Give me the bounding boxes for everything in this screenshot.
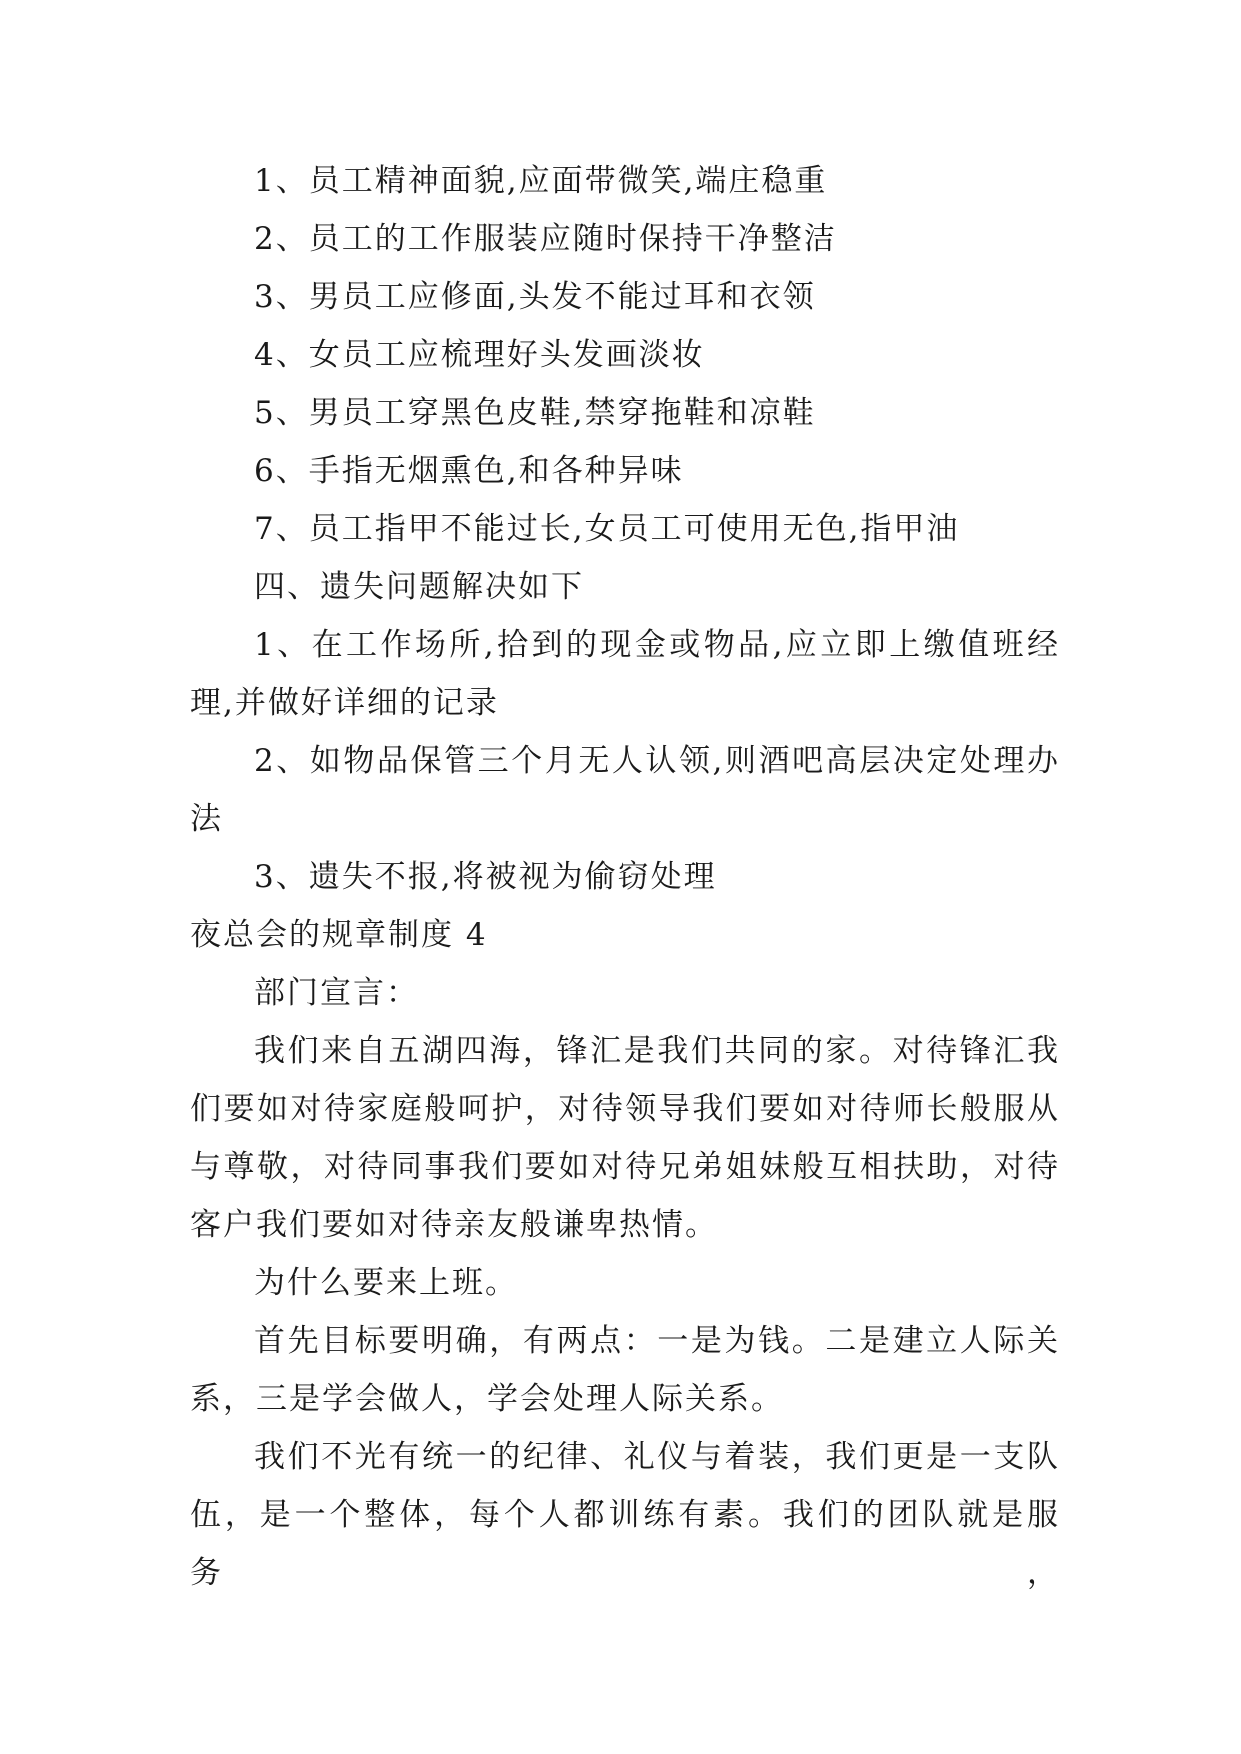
list-item: 2、如物品保管三个月无人认领,则酒吧高层决定处理办: [254, 743, 1060, 779]
list-item: 3、男员工应修面,头发不能过耳和衣领: [254, 279, 816, 315]
paragraph-line: 伍，是一个整体，每个人都训练有素。我们的团队就是服务，: [190, 1497, 1060, 1591]
list-item: 3、遗失不报,将被视为偷窃处理: [254, 859, 717, 895]
list-item: 2、员工的工作服装应随时保持干净整洁: [254, 221, 837, 257]
list-item-continuation: 理,并做好详细的记录: [190, 685, 499, 721]
section-heading: 部门宣言：: [254, 975, 419, 1011]
list-item: 1、在工作场所,拾到的现金或物品,应立即上缴值班经: [254, 627, 1060, 663]
paragraph-line: 们要如对待家庭般呵护，对待领导我们要如对待师长般服从: [190, 1091, 1060, 1127]
paragraph-line: 客户我们要如对待亲友般谦卑热情。: [190, 1207, 718, 1243]
list-item: 6、手指无烟熏色,和各种异味: [254, 453, 684, 489]
list-item: 5、男员工穿黑色皮鞋,禁穿拖鞋和凉鞋: [254, 395, 816, 431]
paragraph-line: 为什么要来上班。: [254, 1265, 518, 1301]
paragraph-line: 首先目标要明确，有两点：一是为钱。二是建立人际关: [254, 1323, 1060, 1359]
list-item: 4、女员工应梳理好头发画淡妆: [254, 337, 705, 373]
paragraph-line: 系，三是学会做人，学会处理人际关系。: [190, 1381, 784, 1417]
document-body: [190, 152, 1060, 1591]
list-item: 1、员工精神面貌,应面带微笑,端庄稳重: [254, 163, 828, 199]
list-item-continuation: 法: [190, 801, 223, 837]
list-item: 7、员工指甲不能过长,女员工可使用无色,指甲油: [254, 511, 960, 547]
paragraph-line: 我们不光有统一的纪律、礼仪与着装，我们更是一支队: [254, 1439, 1060, 1475]
paragraph-line: 我们来自五湖四海，锋汇是我们共同的家。对待锋汇我: [254, 1033, 1060, 1069]
section-heading: 四、遗失问题解决如下: [254, 569, 584, 605]
paragraph-line: 与尊敬，对待同事我们要如对待兄弟姐妹般互相扶助，对待: [190, 1149, 1060, 1185]
document-title: 夜总会的规章制度 4: [190, 917, 488, 953]
